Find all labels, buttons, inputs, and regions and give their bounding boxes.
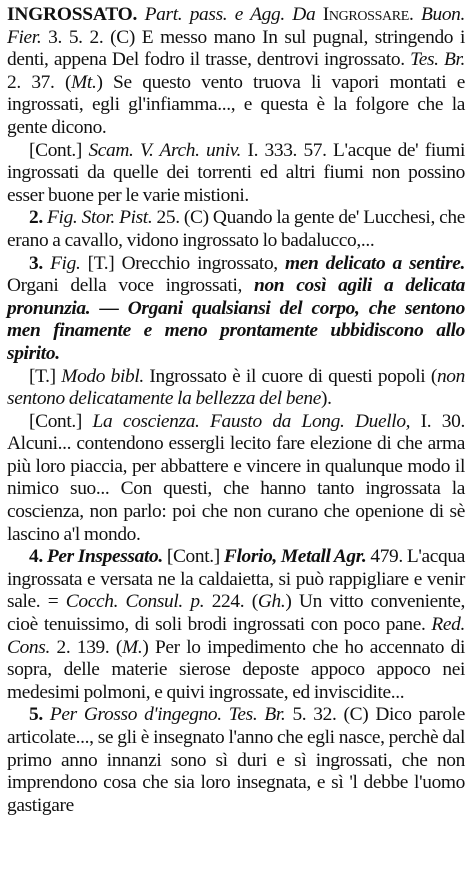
- grammar-note: Part. pass. e Agg. Da: [144, 4, 316, 25]
- sense-paragraph: [7, 546, 465, 704]
- text-run: M.: [122, 636, 143, 658]
- text-run: Cocch. Consul. p.: [65, 591, 205, 613]
- text-run: ).: [320, 388, 332, 410]
- text-run: [T.] Orecchio ingrossato,: [80, 252, 286, 274]
- source-word: Ingrossare.: [322, 4, 414, 25]
- text-run: Scam. V. Arch. univ.: [88, 139, 242, 161]
- text-run: I. 333. 57. L'acque de' fiumi ingrossati da quelle dei torrenti ed altri fiumi non possino esser buone per le varie mistioni.: [7, 139, 465, 206]
- text-run: Tes. Br.: [410, 49, 466, 71]
- text-run: Florio, Metall Agr.: [223, 546, 367, 568]
- text-run: non sentono delicatamente la bellezza del bene: [7, 365, 465, 410]
- text-run: 3.: [29, 252, 51, 274]
- text-run: Organi della voce ingrossati,: [7, 275, 255, 297]
- text-run: I. 30. Alcuni... contendono essergli lecito fare elezione di che arma più loro piaccia, per abbattere e vincere in qualunque modo il nimico suo... Con questi, che hanno tanto ingrossata la coscienza, non parlo: poi che non curano che openione di sè lascino a'l mondo.: [7, 410, 465, 545]
- text-run: ) Se questo vento truova li vapori montati e ingrossati, egli gl'infiamma..., e questa è la folgore che la gente dicono.: [7, 71, 465, 138]
- text-run: Fig. Stor. Pist.: [47, 207, 153, 229]
- citation-paragraph: [7, 411, 465, 547]
- text-run: [T.]: [29, 365, 62, 387]
- text-run: 2. 139. (: [49, 636, 123, 658]
- text-run: Per Inspessato.: [46, 546, 163, 568]
- text-run: 2.: [29, 207, 48, 229]
- entry-header-paragraph: [7, 4, 465, 140]
- text-run: Per Grosso d'ingegno. Tes. Br.: [49, 704, 286, 726]
- text-run: Buon. Fier.: [7, 4, 466, 48]
- headword: INGROSSATO.: [7, 4, 138, 25]
- citation-paragraph: [7, 140, 465, 208]
- text-run: 3. 5. 2. (C) E messo mano In sul pugnal, stringendo i denti, appena Del fodro il trasse, dentrovi ingrossato.: [7, 26, 465, 71]
- text-run: 2. 37. (: [7, 71, 72, 93]
- text-run: 5. 32. (C) Dico parole articolate..., se gli è insegnato l'anno che egli nasce, perchè dal primo anno innanzi sono sì duri e sì ingrossati, che non imprendono cosa che sia loro insegnata, e sì 'l debbe l'uomo gastigare: [7, 704, 465, 816]
- text-run: 25. (C) Quando la gente de' Lucchesi, che erano a cavallo, vidono ingrossato lo badalucco,...: [7, 207, 465, 251]
- text-run: 224. (: [204, 591, 258, 613]
- dictionary-entry: [7, 4, 465, 817]
- text-run: non così agili a delicata pronunzia. — Organi qualsiansi del corpo, che sentono men finamente e meno prontamente ubbidiscono allo spirito.: [7, 275, 465, 364]
- text-run: Mt.: [71, 71, 97, 93]
- text-run: ) Per lo impedimento che ho accennato di sopra, delle materie sierose deposte appoco appoco nei medesimi polmoni, e quivi ingrossate, ed inviscidite...: [7, 636, 466, 703]
- text-run: [Cont.]: [29, 410, 93, 432]
- text-run: men delicato a sentire.: [285, 252, 465, 274]
- text-run: 479. L'acqua ingrossata e versata ne la caldaietta, si può rappigliare e venir sale. =: [7, 546, 465, 613]
- text-run: [Cont.]: [162, 546, 224, 568]
- sense-paragraph: [7, 366, 465, 411]
- sense-paragraph: [7, 253, 465, 366]
- text-run: Gh.: [257, 591, 286, 613]
- text-run: La coscienza. Fausto da Long. Duello,: [92, 410, 411, 432]
- text-run: [Cont.]: [29, 139, 89, 161]
- text-run: 5.: [29, 704, 50, 726]
- text-run: 4.: [29, 546, 47, 568]
- sense-paragraph: [7, 704, 465, 817]
- text-run: Fig.: [50, 252, 81, 274]
- text-run: Modo bibl.: [61, 365, 144, 387]
- text-run: Ingrossato è il cuore di questi popoli (: [143, 365, 437, 387]
- sense-paragraph: [7, 207, 465, 252]
- text-run: ) Un vitto conveniente, cioè tenuissimo, di soli brodi ingrossati con poco pane.: [7, 591, 466, 636]
- text-run: Red. Cons.: [7, 614, 465, 658]
